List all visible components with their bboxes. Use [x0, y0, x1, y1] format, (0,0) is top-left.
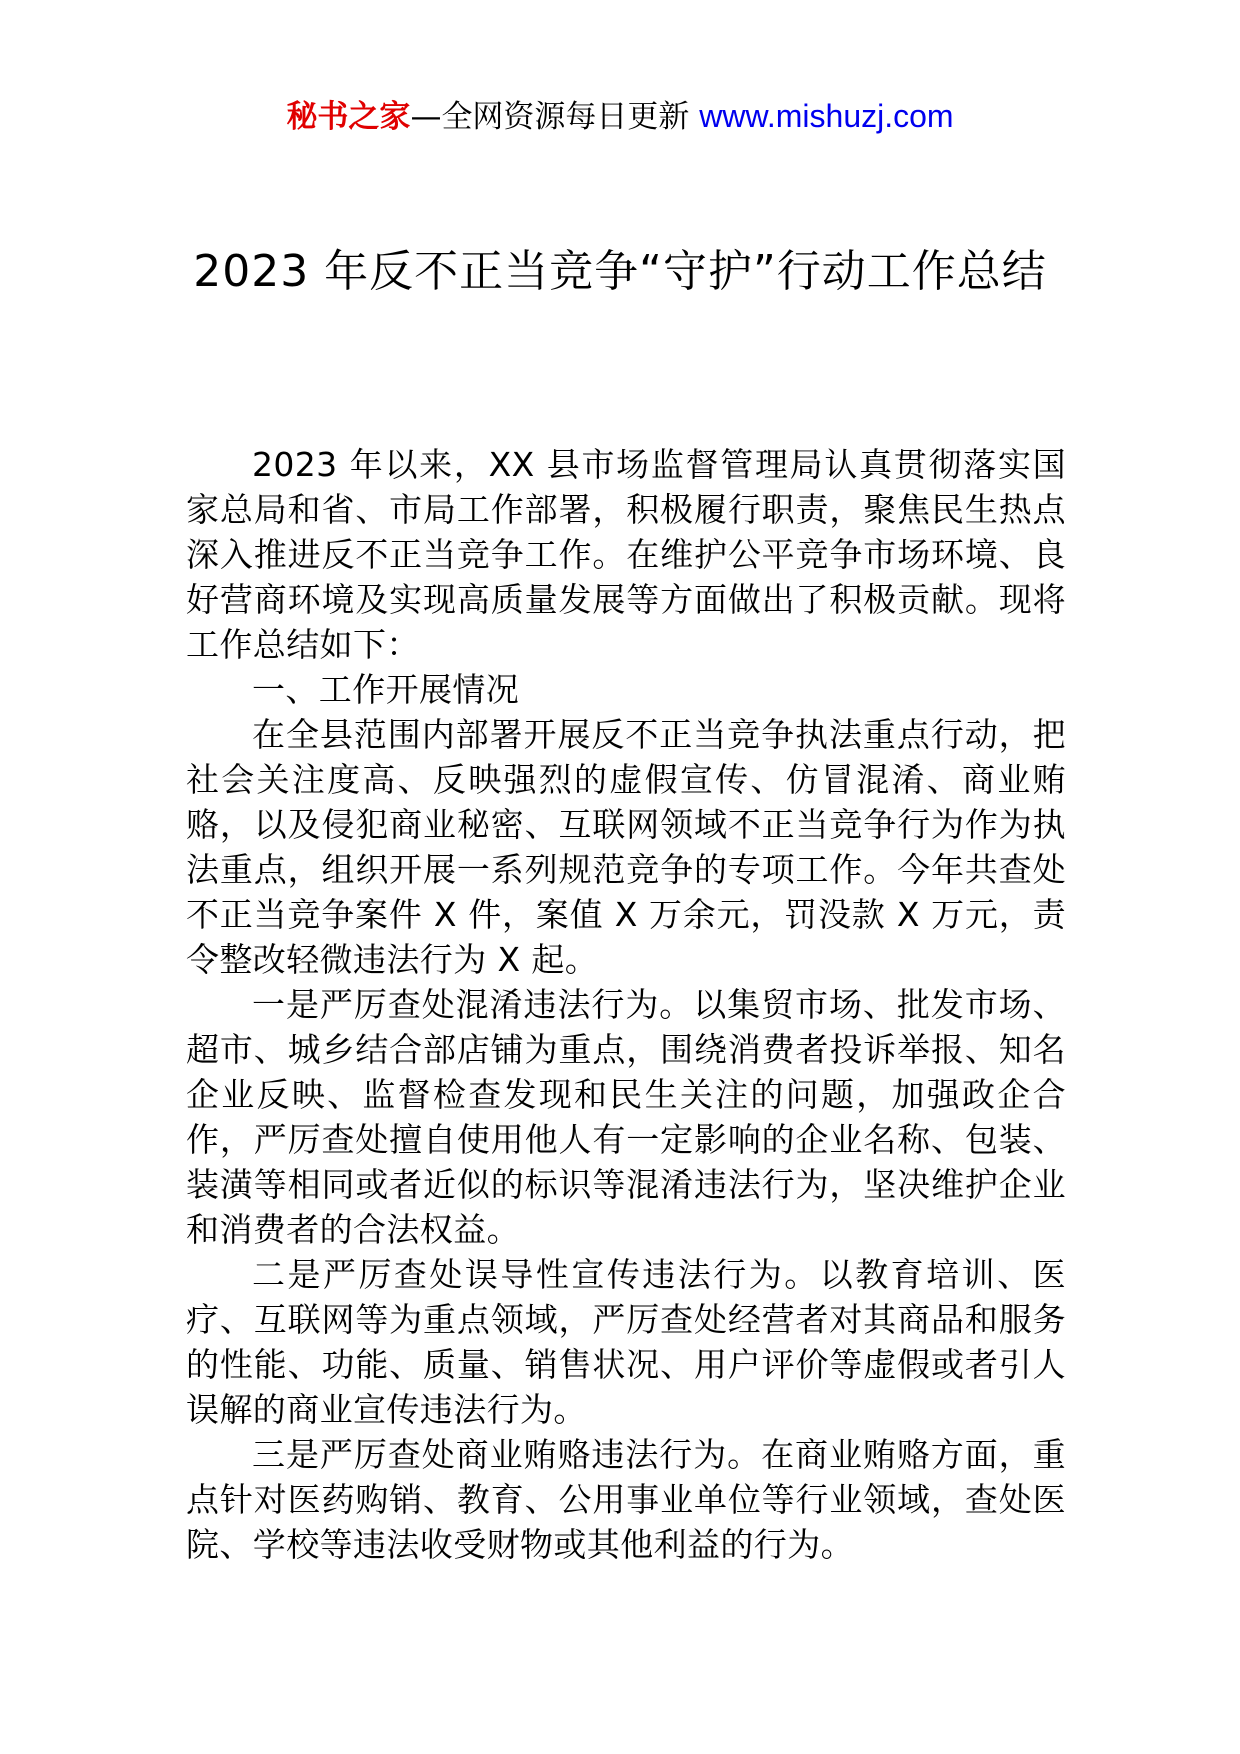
paragraph-item-two: 二是严厉查处误导性宣传违法行为。以教育培训、医疗、互联网等为重点领域，严厉查处经营者对其商品和服务的性能、功能、质量、销售状况、用户评价等虚假或者引人误解的商业宣传违法行为。	[186, 1255, 1066, 1429]
paragraph-intro: 2023 年以来，XX 县市场监督管理局认真贯彻落实国家总局和省、市局工作部署，积极履行职责，聚焦民生热点深入推进反不正当竞争工作。在维护公平竞争市场环境、良好营商环境及实现高质量发展等方面做出了积极贡献。现将工作总结如下：	[186, 445, 1066, 664]
paragraph-item-three: 三是严厉查处商业贿赂违法行为。在商业贿赂方面，重点针对医药购销、教育、公用事业单位等行业领域，查处医院、学校等违法收受财物或其他利益的行为。	[186, 1435, 1066, 1564]
paragraph-item-one: 一是严厉查处混淆违法行为。以集贸市场、批发市场、超市、城乡结合部店铺为重点，围绕消费者投诉举报、知名企业反映、监督检查发现和民生关注的问题，加强政企合作，严厉查处擅自使用他人有一定影响的企业名称、包装、装潢等相同或者近似的标识等混淆违法行为，坚决维护企业和消费者的合法权益。	[186, 985, 1066, 1249]
site-url-link[interactable]: www.mishuzj.com	[699, 98, 954, 134]
site-slogan: —全网资源每日更新	[410, 99, 700, 135]
document-body	[186, 442, 1066, 1567]
document-title: 2023 年反不正当竞争“守护”行动工作总结	[193, 246, 1047, 297]
section-heading-work-status: 一、工作开展情况	[252, 670, 520, 709]
paragraph-overview: 在全县范围内部署开展反不正当竞争执法重点行动，把社会关注度高、反映强烈的虚假宣传、仿冒混淆、商业贿赂，以及侵犯商业秘密、互联网领域不正当竞争行为作为执法重点，组织开展一系列规范竞争的专项工作。今年共查处不正当竞争案件 X 件，案值 X 万余元，罚没款 X 万元，责令整改轻微违法行为 X 起。	[186, 715, 1066, 979]
site-header	[0, 96, 1240, 137]
site-brand: 秘书之家	[286, 99, 411, 135]
